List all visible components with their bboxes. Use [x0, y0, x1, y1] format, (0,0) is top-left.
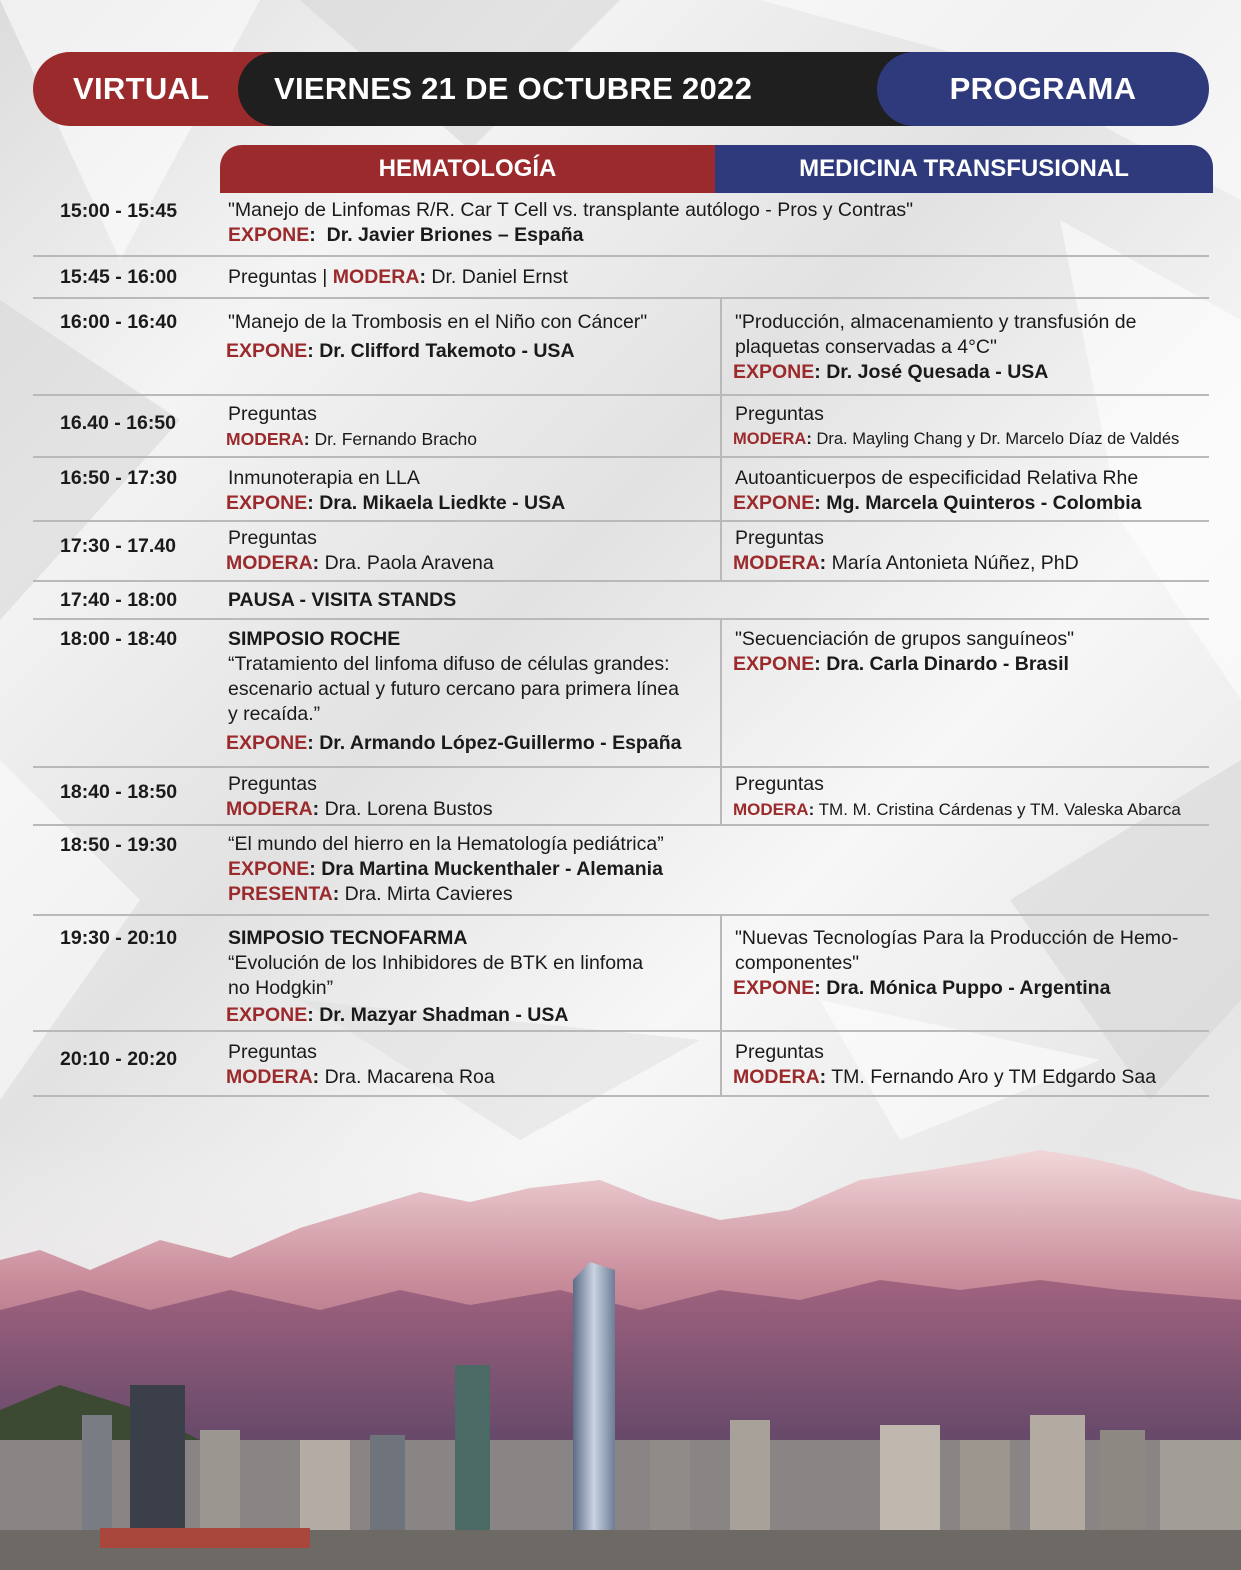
- column-headers: [220, 145, 1213, 193]
- schedule-row: [33, 458, 1209, 522]
- questions-label: Preguntas: [228, 403, 317, 425]
- talk-title-cont: no Hodgkin”: [228, 977, 334, 999]
- talk-title: Autoanticuerpos de especificidad Relativa Rhe: [735, 467, 1139, 489]
- schedule-row: [33, 1032, 1209, 1097]
- talk-title: Inmunoterapia en LLA: [228, 467, 420, 489]
- moderator-name: Dra. Paola Aravena: [324, 552, 494, 574]
- talk-title: “Tratamiento del linfoma difuso de células grandes:: [228, 653, 670, 675]
- expone-label: EXPONE: [733, 653, 815, 675]
- hematologia-cell: Preguntas MODERA: Dra. Paola Aravena: [226, 527, 494, 574]
- column-header-hematologia: HEMATOLOGÍA: [220, 145, 715, 193]
- talk-title: "Secuenciación de grupos sanguíneos": [735, 628, 1075, 650]
- header-bar: [33, 52, 1209, 126]
- column-divider: [720, 916, 722, 1030]
- questions-label: Preguntas: [735, 773, 824, 795]
- row-time: 15:00 - 15:45: [60, 200, 178, 222]
- hematologia-cell: Inmunoterapia en LLA EXPONE: Dra. Mikaela Liedkte - USA: [226, 467, 566, 514]
- column-header-medicina-transfusional: MEDICINA TRANSFUSIONAL: [715, 145, 1213, 193]
- modera-label: MODERA: [226, 1066, 313, 1088]
- talk-title-cont: escenario actual y futuro cercano para primera línea: [228, 678, 679, 700]
- hematologia-cell: Preguntas | MODERA: Dr. Daniel Ernst: [228, 266, 568, 288]
- modera-label: MODERA: [733, 552, 820, 574]
- medicina-cell: Preguntas MODERA: TM. Fernando Aro y TM Edgardo Saa: [733, 1041, 1157, 1088]
- modera-label: MODERA: [733, 800, 809, 819]
- expone-label: EXPONE: [228, 224, 310, 246]
- symposium-title: SIMPOSIO ROCHE: [228, 628, 401, 650]
- modera-label: MODERA: [733, 1066, 820, 1088]
- hematologia-cell: "Manejo de Linfomas R/R. Car T Cell vs. transplante autólogo - Pros y Contras" EXPONE: Dr. Javier Briones – España: [228, 199, 914, 246]
- medicina-cell: "Nuevas Tecnologías Para la Producción de Hemo- componentes" EXPONE: Dra. Mónica Puppo - Argentina: [733, 927, 1179, 999]
- speaker-name: Dr. Clifford Takemoto - USA: [319, 340, 575, 362]
- medicina-cell: "Producción, almacenamiento y transfusión de plaquetas conservadas a 4°C" EXPONE: Dr. José Quesada - USA: [733, 311, 1137, 383]
- moderator-name: TM. M. Cristina Cárdenas y TM. Valeska Abarca: [818, 800, 1181, 819]
- column-divider: [720, 458, 722, 520]
- expone-label: EXPONE: [226, 340, 308, 362]
- virtual-label: VIRTUAL: [33, 52, 293, 126]
- schedule-row: [33, 768, 1209, 826]
- speaker-name: Dra. Mónica Puppo - Argentina: [826, 977, 1111, 999]
- questions-label: Preguntas: [735, 527, 824, 549]
- modera-label: MODERA: [226, 429, 304, 449]
- moderator-name: María Antonieta Núñez, PhD: [831, 552, 1079, 574]
- questions-label: Preguntas |: [228, 266, 333, 288]
- column-divider: [720, 1032, 722, 1095]
- expone-label: EXPONE: [733, 492, 815, 514]
- expone-label: EXPONE: [226, 1004, 308, 1026]
- hematologia-cell: “El mundo del hierro en la Hematología pediátrica” EXPONE: Dra Martina Muckenthaler - Alemania PRESENTA: Dra. Mirta Cavieres: [228, 833, 664, 905]
- hematologia-cell: SIMPOSIO ROCHE “Tratamiento del linfoma difuso de células grandes: escenario actual y futuro cercano para primera línea y recaída.” EXPONE: Dr. Armando López-Guillermo - España: [226, 628, 682, 754]
- event-date: VIERNES 21 DE OCTUBRE 2022: [238, 52, 958, 126]
- column-divider: [720, 396, 722, 456]
- expone-label: EXPONE: [226, 732, 308, 754]
- medicina-cell: Preguntas MODERA: TM. M. Cristina Cárdenas y TM. Valeska Abarca: [733, 773, 1181, 819]
- speaker-name: Dr. José Quesada - USA: [826, 361, 1049, 383]
- speaker-name: Dr. Armando López-Guillermo - España: [319, 732, 682, 754]
- talk-title: "Manejo de la Trombosis en el Niño con Cáncer": [228, 311, 648, 333]
- row-time: 18:50 - 19:30: [60, 834, 178, 856]
- hematologia-cell: SIMPOSIO TECNOFARMA “Evolución de los Inhibidores de BTK en linfoma no Hodgkin” EXPONE: Dr. Mazyar Shadman - USA: [226, 927, 644, 1026]
- schedule-row: [33, 522, 1209, 582]
- presenter-name: Dra. Mirta Cavieres: [344, 883, 513, 905]
- moderator-name: Dra. Macarena Roa: [324, 1066, 495, 1088]
- hematologia-cell: Preguntas MODERA: Dra. Macarena Roa: [226, 1041, 495, 1088]
- schedule-row: [33, 826, 1209, 916]
- moderator-name: Dr. Daniel Ernst: [431, 266, 568, 288]
- row-time: 15:45 - 16:00: [60, 266, 178, 288]
- questions-label: Preguntas: [735, 1041, 824, 1063]
- break-label: PAUSA - VISITA STANDS: [228, 589, 457, 611]
- row-time: 16.40 - 16:50: [60, 412, 177, 434]
- moderator-name: Dr. Fernando Bracho: [314, 429, 477, 449]
- modera-label: MODERA: [226, 798, 313, 820]
- schedule-row: [33, 193, 1209, 257]
- questions-label: Preguntas: [228, 527, 317, 549]
- hematologia-cell: Preguntas MODERA: Dr. Fernando Bracho: [226, 403, 477, 449]
- talk-title-cont: plaquetas conservadas a 4°C": [735, 336, 997, 358]
- column-divider: [720, 299, 722, 394]
- row-time: 16:50 - 17:30: [60, 467, 178, 489]
- column-divider: [720, 620, 722, 766]
- medicina-cell: Preguntas MODERA: Dra. Mayling Chang y Dr. Marcelo Díaz de Valdés: [733, 403, 1180, 448]
- row-time: 17:30 - 17.40: [60, 535, 177, 557]
- row-time: 20:10 - 20:20: [60, 1048, 178, 1070]
- questions-label: Preguntas: [228, 773, 317, 795]
- expone-label: EXPONE: [733, 361, 815, 383]
- program-label: PROGRAMA: [877, 52, 1209, 126]
- talk-title: “Evolución de los Inhibidores de BTK en linfoma: [228, 952, 644, 974]
- talk-title: "Manejo de Linfomas R/R. Car T Cell vs. transplante autólogo - Pros y Contras": [228, 199, 914, 221]
- row-time: 16:00 - 16:40: [60, 311, 178, 333]
- questions-label: Preguntas: [735, 403, 824, 425]
- modera-label: MODERA: [733, 430, 807, 448]
- schedule-row: [33, 916, 1209, 1032]
- medicina-cell: Preguntas MODERA: María Antonieta Núñez, PhD: [733, 527, 1079, 574]
- speaker-name: Dra. Mikaela Liedkte - USA: [319, 492, 566, 514]
- speaker-name: Dr. Javier Briones – España: [326, 224, 584, 246]
- row-time: 17:40 - 18:00: [60, 589, 178, 611]
- talk-title: "Nuevas Tecnologías Para la Producción de Hemo-: [735, 927, 1179, 949]
- row-time: 18:40 - 18:50: [60, 781, 178, 803]
- expone-label: EXPONE: [733, 977, 815, 999]
- medicina-cell: "Secuenciación de grupos sanguíneos" EXPONE: Dra. Carla Dinardo - Brasil: [733, 628, 1075, 675]
- questions-label: Preguntas: [228, 1041, 317, 1063]
- schedule-row: [33, 582, 1209, 620]
- column-divider: [720, 522, 722, 580]
- speaker-name: Dra. Carla Dinardo - Brasil: [826, 653, 1069, 675]
- schedule-row: [33, 396, 1209, 458]
- schedule-row: [33, 620, 1209, 768]
- moderator-name: Dra. Lorena Bustos: [324, 798, 493, 820]
- medicina-cell: Autoanticuerpos de especificidad Relativa Rhe EXPONE: Mg. Marcela Quinteros - Colombia: [733, 467, 1142, 514]
- symposium-title: SIMPOSIO TECNOFARMA: [228, 927, 468, 949]
- modera-label: MODERA: [226, 552, 313, 574]
- speaker-name: Dra Martina Muckenthaler - Alemania: [321, 858, 663, 880]
- row-time: 19:30 - 20:10: [60, 927, 178, 949]
- expone-label: EXPONE: [228, 858, 310, 880]
- presenta-label: PRESENTA: [228, 883, 333, 905]
- talk-title: “El mundo del hierro en la Hematología pediátrica”: [228, 833, 664, 855]
- talk-title: "Producción, almacenamiento y transfusión de: [735, 311, 1137, 333]
- expone-label: EXPONE: [226, 492, 308, 514]
- modera-label: MODERA: [332, 266, 420, 288]
- hematologia-cell: Preguntas MODERA: Dra. Lorena Bustos: [226, 773, 493, 820]
- schedule-table: [33, 193, 1209, 1097]
- santiago-skyline-image: [0, 1140, 1241, 1570]
- row-time: 18:00 - 18:40: [60, 628, 178, 650]
- talk-title-cont: componentes": [735, 952, 859, 974]
- moderator-name: Dra. Mayling Chang y Dr. Marcelo Díaz de Valdés: [816, 430, 1180, 448]
- speaker-name: Dr. Mazyar Shadman - USA: [319, 1004, 569, 1026]
- schedule-row: [33, 257, 1209, 299]
- moderator-name: TM. Fernando Aro y TM Edgardo Saa: [831, 1066, 1157, 1088]
- schedule-row: [33, 299, 1209, 396]
- speaker-name: Mg. Marcela Quinteros - Colombia: [826, 492, 1142, 514]
- hematologia-cell: "Manejo de la Trombosis en el Niño con Cáncer" EXPONE: Dr. Clifford Takemoto - USA: [226, 311, 648, 362]
- column-divider: [720, 768, 722, 824]
- talk-title-cont: y recaída.”: [228, 703, 321, 725]
